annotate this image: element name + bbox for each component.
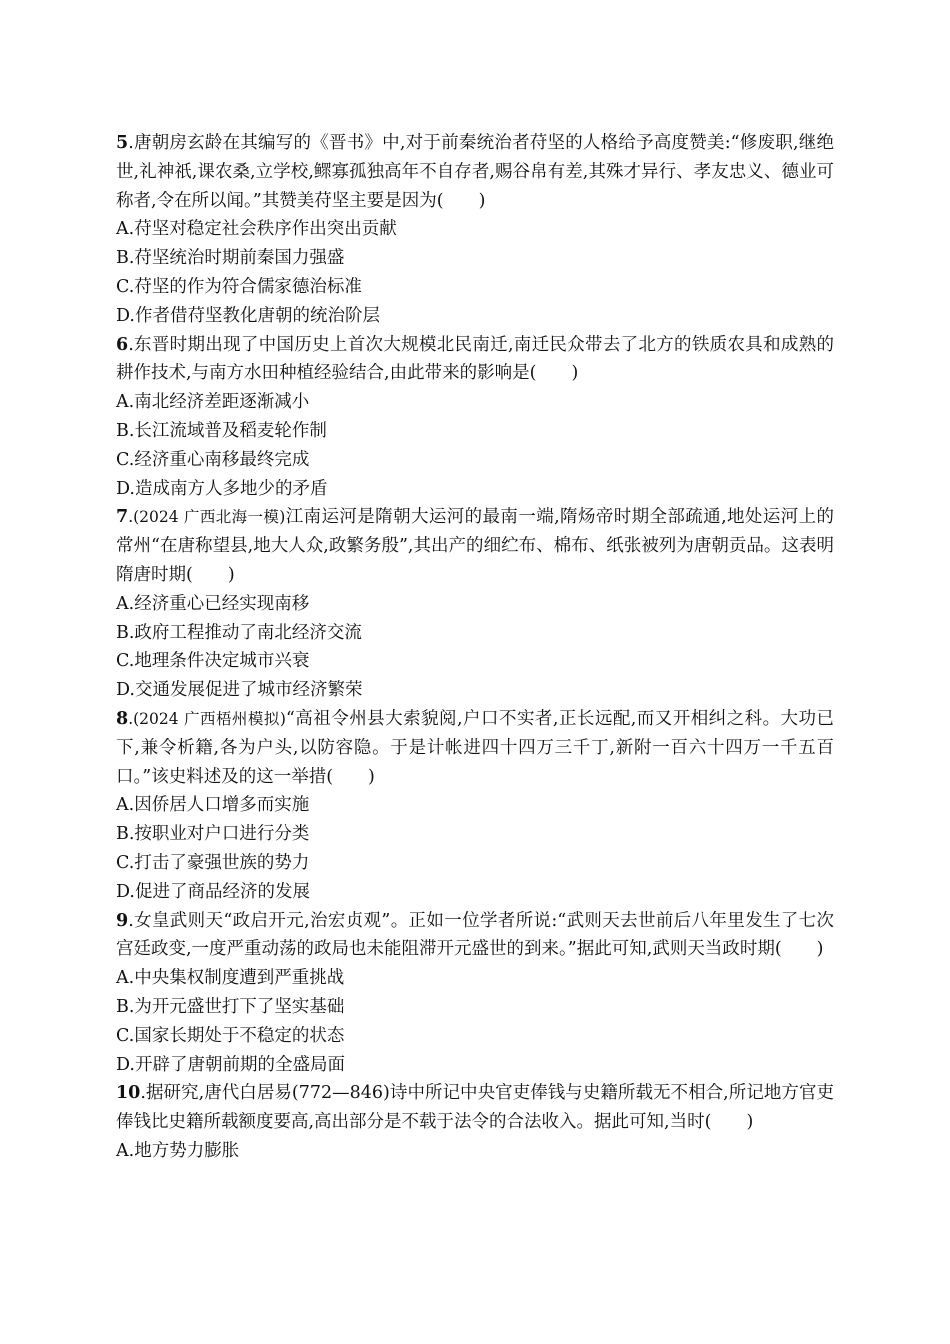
question-number: 6 [116,334,129,355]
answer-option: A.经济重心已经实现南移 [116,593,310,614]
answer-option: B.为开元盛世打下了坚实基础 [116,996,345,1017]
question-text: .东晋时期出现了中国历史上首次大规模北民南迁,南迁民众带去了北方的铁质农具和成熟的耕作技术,与南方水田种植经验结合,由此带来的影响是( ) [116,334,834,384]
answer-option: D.开辟了唐朝前期的全盛局面 [116,1054,345,1075]
answer-option: A.因侨居人口增多而实施 [116,795,310,816]
question-stem [116,907,834,965]
question-9 [116,907,834,1080]
question-7 [116,503,834,705]
answer-option: C.苻坚的作为符合儒家德治标准 [116,276,362,297]
answer-option: A.南北经济差距逐渐减小 [116,392,310,413]
answer-option: C.打击了豪强世族的势力 [116,852,310,873]
question-text: .据研究,唐代白居易(772—846)诗中所记中央官吏俸钱与史籍所载无不相合,所记地方官吏俸钱比史籍所载额度要高,高出部分是不载于法令的合法收入。据此可知,当时( ) [116,1083,834,1133]
question-8 [116,705,834,907]
question-list [116,129,834,1166]
answer-option: A.苻坚对稳定社会秩序作出突出贡献 [116,219,397,240]
question-10 [116,1079,834,1165]
question-stem [116,129,834,215]
question-stem [116,331,834,389]
answer-option: C.地理条件决定城市兴衰 [116,651,310,672]
question-stem [116,1079,834,1137]
question-text: .唐朝房玄龄在其编写的《晋书》中,对于前秦统治者苻坚的人格给予高度赞美:“修废职,继绝世,礼神祇,课农桑,立学校,鳏寡孤独高年不自存者,赐谷帛有差,其殊才异行、孝友忠义、德业可称者,令在所以闻。”其赞美苻坚主要是因为( ) [116,133,834,211]
question-5 [116,129,834,331]
question-number: 5 [116,133,129,153]
question-6 [116,331,834,504]
question-number: 9 [116,910,129,931]
answer-option: D.造成南方人多地少的矛盾 [116,478,328,499]
question-source: .(2024 广西北海一模) [128,508,286,527]
answer-option: A.地方势力膨胀 [116,1140,240,1161]
question-number: 10 [116,1083,141,1104]
answer-option: C.经济重心南移最终完成 [116,449,310,470]
answer-option: B.政府工程推动了南北经济交流 [116,622,362,643]
question-stem [116,705,834,791]
answer-option: C.国家长期处于不稳定的状态 [116,1025,345,1046]
question-source: .(2024 广西梧州模拟) [128,709,286,728]
question-number: 7 [116,507,129,528]
answer-option: B.长江流域普及稻麦轮作制 [116,420,327,441]
question-number: 8 [116,708,129,729]
question-text: .女皇武则天“政启开元,治宏贞观”。正如一位学者所说:“武则天去世前后八年里发生了七次宫廷政变,一度严重动荡的政局也未能阻滞开元盛世的到来。”据此可知,武则天当政时期( ) [116,910,834,960]
answer-option: B.按职业对户口进行分类 [116,824,310,845]
question-stem [116,503,834,589]
answer-option: B.苻坚统治时期前秦国力强盛 [116,248,345,269]
question-text: “高祖令州县大索貌阅,户口不实者,正长远配,而又开相纠之科。大功已下,兼令析籍,各为户头,以防容隐。于是计帐进四十四万三千丁,新附一百六十四万一千五百口。”该史料述及的这一举措( ) [116,708,834,787]
answer-option: D.交通发展促进了城市经济繁荣 [116,680,363,701]
answer-option: D.促进了商品经济的发展 [116,881,310,902]
answer-option: A.中央集权制度遭到严重挑战 [116,968,345,989]
question-text: 江南运河是隋朝大运河的最南一端,隋炀帝时期全部疏通,地处运河上的常州“在唐称望县,地大人众,政繁务殷”,其出产的细纻布、棉布、纸张被列为唐朝贡品。这表明隋唐时期( ) [116,507,834,585]
answer-option: D.作者借苻坚教化唐朝的统治阶层 [116,305,380,326]
